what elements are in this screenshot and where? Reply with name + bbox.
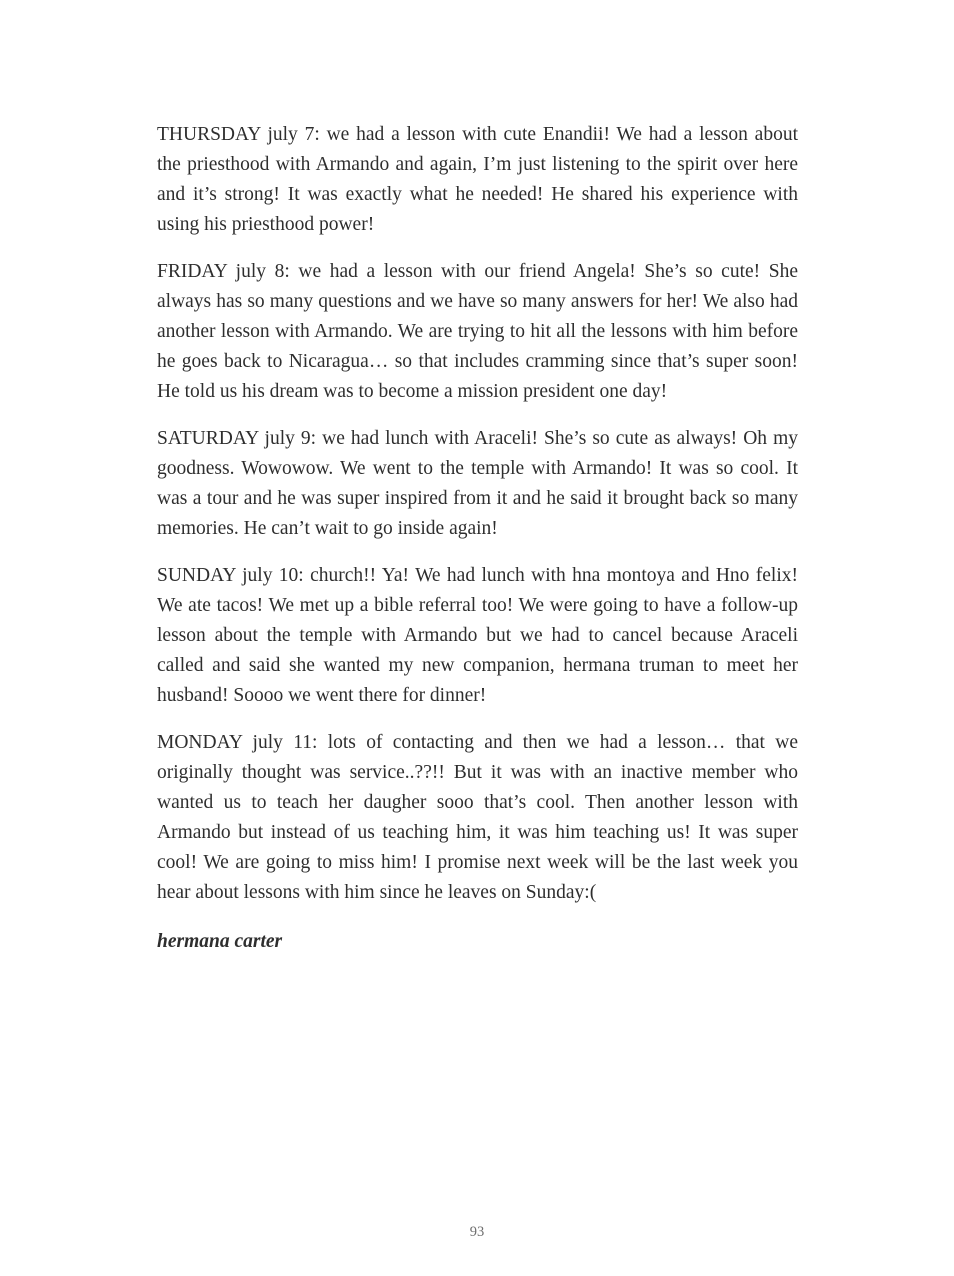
page-number: 93 [469, 1224, 485, 1240]
journal-paragraph-saturday: SATURDAY july 9: we had lunch with Araceli! She’s so cute as always! Oh my goodness. Wowowow. We went to the temple with Armando! It was so cool. It was a tour and he was super inspired from it and he said it brought back so many memories. He can’t wait to go inside again! [157, 428, 798, 539]
journal-paragraph-sunday: SUNDAY july 10: church!! Ya! We had lunch with hna montoya and Hno felix! We ate tacos! We met up a bible referral too! We were going to have a follow-up lesson about the temple with Armando but we had to cancel because Araceli called and said she wanted my new companion, hermana truman to meet her husband! Soooo we went there for dinner! [157, 565, 798, 706]
journal-paragraph-monday: MONDAY july 11: lots of contacting and then we had a lesson… that we originally thought was service..??!! But it was with an inactive member who wanted us to teach her daugher sooo that’s cool. Then another lesson with Armando but instead of us teaching him, it was him teaching us! It was super cool! We are going to miss him! I promise next week will be the last week you hear about lessons with him since he leaves on Sunday:( [157, 732, 798, 903]
journal-paragraph-friday: FRIDAY july 8: we had a lesson with our friend Angela! She’s so cute! She always has so many questions and we have so many answers for her! We also had another lesson with Armando. We are trying to hit all the lessons with him before he goes back to Nicaragua… so that includes cramming since that’s super soon! He told us his dream was to become a mission president one day! [157, 261, 798, 402]
signature: hermana carter [157, 931, 283, 952]
journal-paragraph-thursday: THURSDAY july 7: we had a lesson with cute Enandii! We had a lesson about the priesthood with Armando and again, I’m just listening to the spirit over here and it’s strong! It was exactly what he needed! He shared his experience with using his priesthood power! [157, 124, 798, 235]
journal-text-block [157, 120, 798, 977]
